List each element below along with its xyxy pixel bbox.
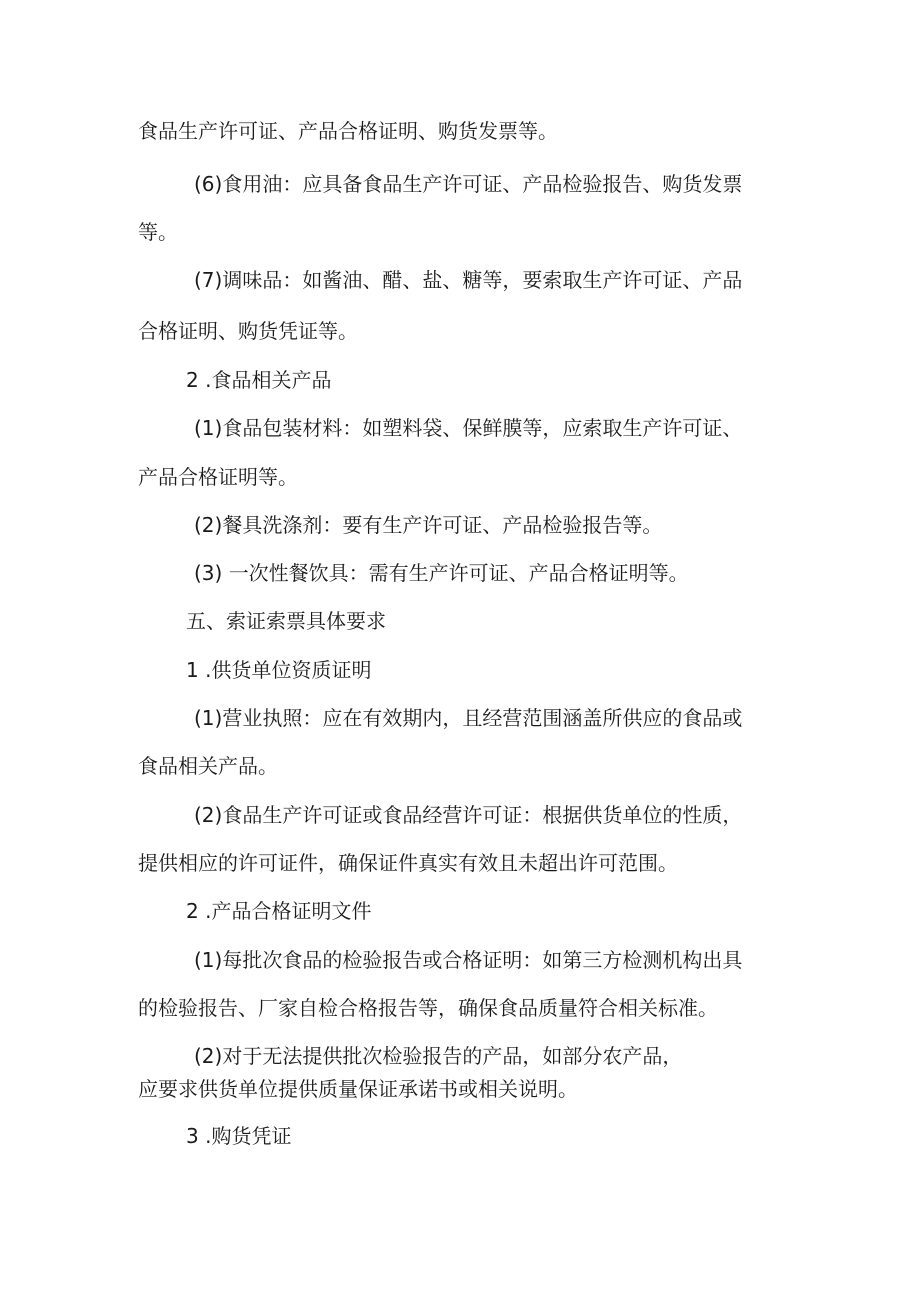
- text-line: 等。: [138, 220, 178, 244]
- list-item-2-food-license: (2)食品生产许可证或食品经营许可证：根据供货单位的性质，: [194, 803, 743, 827]
- text-line: 食品生产许可证、产品合格证明、购货发票等。: [138, 119, 558, 143]
- subsection-heading-supplier-qualification: 1 .供货单位资质证明: [186, 658, 372, 682]
- section-heading-five: 五、索证索票具体要求: [186, 609, 386, 633]
- list-item-1-inspection-report: (1)每批次食品的检验报告或合格证明：如第三方检测机构出具: [194, 948, 743, 972]
- subsection-heading-product-certificates: 2 .产品合格证明文件: [186, 899, 372, 923]
- text-line: 的检验报告、厂家自检合格报告等，确保食品质量符合相关标准。: [138, 996, 718, 1020]
- list-item-6-edible-oil: (6)食用油：应具备食品生产许可证、产品检验报告、购货发票: [194, 172, 743, 196]
- section-heading-food-related-products: 2 .食品相关产品: [186, 368, 332, 392]
- list-item-3-disposable-tableware: (3) 一次性餐饮具：需有生产许可证、产品合格证明等。: [194, 561, 689, 585]
- text-line: 食品相关产品。: [138, 754, 278, 778]
- text-line: 应要求供货单位提供质量保证承诺书或相关说明。: [138, 1077, 578, 1101]
- list-item-1-packaging: (1)食品包装材料：如塑料袋、保鲜膜等，应索取生产许可证、: [194, 416, 743, 440]
- list-item-1-business-license: (1)营业执照：应在有效期内，且经营范围涵盖所供应的食品或: [194, 706, 743, 730]
- text-line: 产品合格证明等。: [138, 465, 298, 489]
- list-item-7-condiments: (7)调味品：如酱油、醋、盐、糖等，要索取生产许可证、产品: [194, 268, 743, 292]
- text-line: 合格证明、购货凭证等。: [138, 319, 358, 343]
- text-line: 提供相应的许可证件，确保证件真实有效且未超出许可范围。: [138, 851, 678, 875]
- subsection-heading-purchase-voucher: 3 .购货凭证: [186, 1124, 292, 1148]
- list-item-2-detergent: (2)餐具洗涤剂：要有生产许可证、产品检验报告等。: [194, 513, 663, 537]
- list-item-2-quality-guarantee: (2)对于无法提供批次检验报告的产品，如部分农产品，: [194, 1044, 683, 1068]
